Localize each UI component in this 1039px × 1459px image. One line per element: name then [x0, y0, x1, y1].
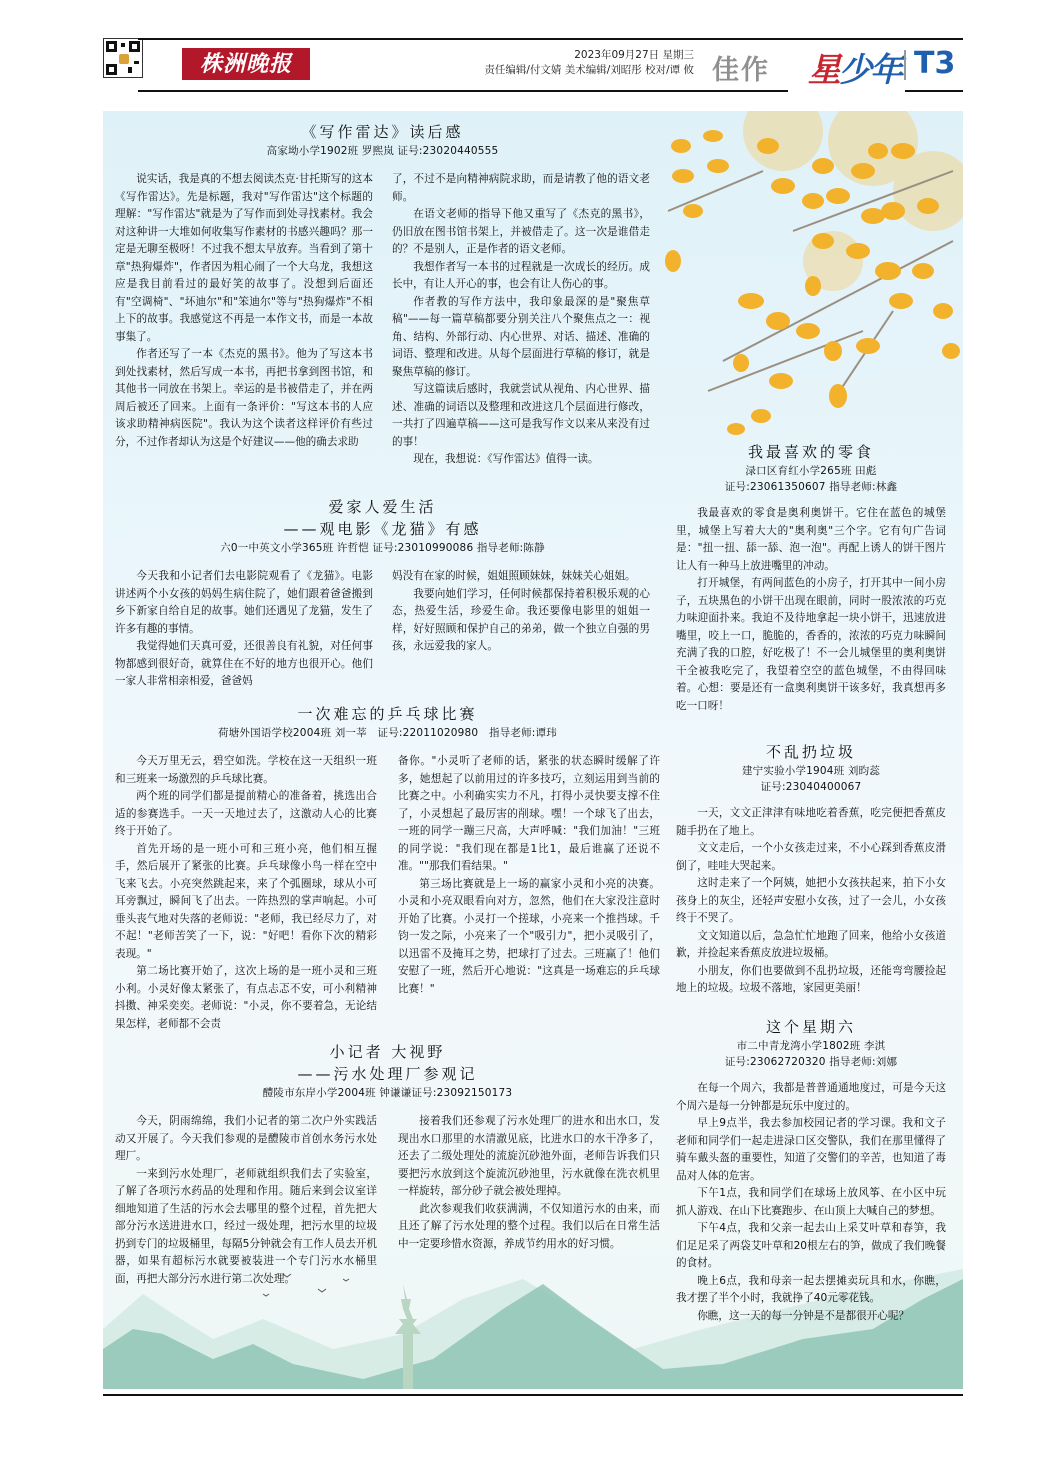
paragraph: 你瞧，这一天的每一分钟是不是都很开心呢？	[697, 1309, 910, 1322]
article-byline: 高家坳小学1902班 罗熙岚 证号:23020440555	[266, 145, 499, 157]
paragraph: 文文知道以后，急急忙忙地跑了回来，他给小女孩道歉，并捡起来香蕉皮放进垃圾桶。	[676, 929, 946, 959]
paragraph: 今天我和小记者们去电影院观看了《龙猫》。电影讲述两个小女孩的妈妈生病住院了，她们跟着爸爸搬到乡下新家自给自足的故事。她们还遇见了龙猫，发生了许多有趣的事情。	[115, 570, 373, 635]
article-subtitle: ——观电影《龙猫》有感	[283, 520, 482, 538]
paragraph: 这时走来了一个阿姨，她把小女孩扶起来，拍下小女孩身上的灰尘，还轻声安慰小女孩，过了一会儿，小女孩终于不哭了。	[676, 877, 946, 924]
dateline	[484, 48, 694, 78]
header-rule	[138, 90, 788, 92]
header-rule	[138, 38, 963, 40]
editor-credits: 责任编辑/付文婧 美术编辑/刘昭彤 校对/谭 攸	[484, 64, 694, 76]
article-column	[115, 1113, 377, 1288]
paragraph: 下午4点，我和父亲一起去山上采艾叶草和春笋，我们足足采了两袋艾叶草和20根左右的笋，做成了我们晚餐的食材。	[676, 1222, 946, 1269]
section-name: 佳作	[712, 55, 770, 86]
paragraph: 接着我们还参观了污水处理厂的进水和出水口，发现出水口那里的水清澈见底，比进水口的水干净多了，还去了二级处理处的流旋沉砂池外面，老师告诉我们只要把污水放到这个旋流沉砂池里，污水就像在洗衣机里一样旋转，部分砂子就会被处理掉。	[398, 1115, 660, 1197]
paragraph: 首先开场的是一班小可和三班小亮，他们相互握手，然后展开了紧张的比赛。乒乓球像小鸟一样在空中飞来飞去。小亮突然跳起来，来了个弧圈球，球从小可耳旁飘过，瞬间飞了出去。一阵热烈的掌声响起。小可垂头丧气地对失落的老师说："老师，我已经尽力了，对不起！"老师苦笑了一下，说："好吧！看你下次的精彩表现。"	[115, 842, 377, 960]
newspaper-logo: 株洲晚报	[182, 48, 310, 80]
article-column	[676, 805, 946, 998]
article-title: 一次难忘的乒乓球比赛	[297, 705, 478, 723]
article-byline: 醴陵市东岸小学2004班 钟谦谦证号:23092150173	[262, 1087, 513, 1099]
article-column	[398, 753, 660, 1033]
paragraph: 了，不过不是向精神病院求助，而是请教了他的语文老师。	[392, 173, 650, 203]
article-subtitle: ——污水处理厂参观记	[297, 1065, 478, 1083]
paragraph: 说实话，我是真的不想去阅读杰克·甘托斯写的这本《写作雷达》。先是标题，我对"写作雷达"这个标题的理解："写作雷达"就是为了写作而到处寻找素材。我会对这种讲一大堆如何收集写作素材的书感兴趣吗？那一定是无聊至极呀！不过我不想太早放弃。当看到了第十章"热狗爆炸"，作者因为粗心闹了一个大乌龙，我想这应是我目前看过的最好笑的故事了。没想到后面还有"空调椅"、"坏迪尔"和"笨迪尔"等与"热狗爆炸"不相上下的故事。我感觉这不再是一本作文书，而是一本故事集了。	[115, 173, 373, 343]
paragraph: 写这篇读后感时，我就尝试从视角、内心世界、描述、准确的词语以及整理和改进这几个层面进行修改，一共打了四遍草稿——这可是我写作文以来从来没有过的事！	[392, 383, 650, 448]
page-number: T3	[914, 46, 956, 81]
article-title: 小记者 大视野	[329, 1043, 446, 1061]
paragraph: 今天万里无云，碧空如洗。学校在这一天组织一班和三班来一场激烈的乒乓球比赛。	[115, 755, 377, 785]
header-divider	[904, 50, 906, 80]
brand-logo	[808, 44, 901, 91]
article-byline: 市二中青龙湾小学1802班 李淇	[736, 1040, 886, 1052]
article-title: 不乱扔垃圾	[765, 743, 856, 761]
qr-finder-pattern	[106, 41, 117, 52]
paragraph: 一来到污水处理厂，老师就组织我们去了实验室，了解了各项污水药品的处理和作用。随后来到会议室详细地知道了生活的污水会去哪里的整个过程，首先把大部分污水送进进水口，经过一级处理，把污水里的垃圾扔到专门的垃圾桶里，每隔5分钟就会有工作人员去开机器，如果有超标污水就要被装进一个专门污水水桶里面，再把大部分污水进行第二次处理。	[115, 1167, 377, 1285]
article-column	[676, 1080, 946, 1325]
article-column	[398, 1113, 660, 1288]
paragraph: 打开城堡，有两间蓝色的小房子，打开其中一间小房子，五块黑色的小饼干出现在眼前，同时一股浓浓的巧克力味迎面扑来。我迫不及待地拿起一块小饼干，迅速放进嘴里，咬上一口，脆脆的，香香的，浓浓的巧克力味瞬间充满了我的口腔，好吃极了！不一会儿城堡里的奥利奥饼干全被我吃完了，我望着空空的蓝色城堡，不由得回味着。心想：要是还有一盒奥利奥饼干该多好，我真想再多吃一口呀！	[676, 577, 946, 712]
article-totoro	[115, 496, 650, 691]
brand-star: 星	[808, 50, 839, 89]
qr-finder-pattern	[106, 64, 117, 75]
paragraph: 今天，阴雨绵绵，我们小记者的第二次户外实践活动又开展了。今天我们参观的是醴陵市首创水务污水处理厂。	[115, 1115, 377, 1162]
article-byline: 证号:23040400067	[760, 781, 862, 793]
article-column	[115, 753, 377, 1033]
ginkgo-branch-illustration	[633, 111, 963, 441]
paragraph: 我要向她们学习，任何时候都保持着积极乐观的心态，热爱生活，珍爱生命。我还要像电影里的姐姐一样，好好照顾和保护自己的弟弟，做一个独立自强的男孩，永远爱我的家人。	[392, 587, 650, 652]
qr-module	[128, 67, 132, 73]
paragraph: 在语文老师的指导下他又重写了《杰克的黑书》，仍旧放在图书馆书架上，并被借走了。这一次是谁借走的？不是别人，正是作者的语文老师。	[392, 208, 650, 255]
issue-date: 2023年09月27日 星期三	[574, 49, 694, 61]
qr-module	[121, 43, 125, 47]
article-byline: 证号:23061350607 指导老师:林鑫	[724, 481, 898, 493]
article-column	[115, 568, 373, 691]
paragraph: 作者教的写作方法中，我印象最深的是"聚焦草稿"——每一篇草稿都要分别关注八个聚焦点之一：视角、结构、外部行动、内心世界、对话、描述、准确的词语、整理和改进。从每个层面进行草稿的修订，就是聚焦草稿的修订。	[392, 295, 650, 378]
paragraph: 一天，文文正津津有味地吃着香蕉，吃完便把香蕉皮随手扔在了地上。	[676, 807, 946, 837]
qr-code-icon[interactable]	[103, 38, 143, 78]
paragraph: 此次参观我们收获满满，不仅知道污水的由来，而且还了解了污水处理的整个过程。我们以后在日常生活中一定要珍惜水资源，养成节约用水的好习惯。	[398, 1202, 660, 1250]
paragraph: 第二场比赛开始了，这次上场的是一班小灵和三班小利。小灵好像太紧张了，有点忐忑不安，可小利精神抖擞、神采奕奕。老师说："小灵，你不要着急，无论结果怎样，老师都不会责	[115, 965, 377, 1030]
paragraph: 第三场比赛就是上一场的赢家小灵和小亮的决赛。小灵和小亮双眼看向对方，忽然，他们在大家没注意时开始了比赛。小灵打一个搓球，小亮来一个推挡球。千钧一发之际，小亮来了一个"吸引力"，把小灵吸引了，以迅雷不及掩耳之势，把球打了过去。三班赢了！他们安慰了一班，然后开心地说："这真是一场难忘的乒乓球比赛！"	[398, 877, 660, 995]
article-title: 我最喜欢的零食	[747, 443, 874, 461]
paragraph: 在每一个周六，我都是普普通通地度过，可是今天这个周六是每一分钟都是玩乐中度过的。	[676, 1082, 946, 1112]
article-title: 爱家人爱生活	[328, 498, 437, 516]
content-frame	[103, 111, 963, 1389]
qr-finder-pattern	[129, 41, 140, 52]
article-this-saturday	[676, 1016, 946, 1325]
article-column	[115, 171, 373, 469]
paragraph: 我觉得她们天真可爱，还很善良有礼貌，对任何事物都感到很好奇，就算住在不好的地方也很开心。他们一家人非常相亲相爱，爸爸妈	[115, 640, 373, 687]
paragraph: 妈没有在家的时候，姐姐照顾妹妹，妹妹关心姐姐。	[392, 570, 636, 582]
article-favorite-snack	[676, 441, 946, 715]
article-byline: 六0一中英文小学365班 许哲恺 证号:23010990086 指导老师:陈静	[220, 542, 545, 554]
paragraph: 作者还写了一本《杰克的黑书》。他为了写这本书到处找素材，然后写成一本书，再把书拿到图书馆，和其他书一同放在书架上。幸运的是书被借走了，并在两周后被还了回来。上面有一条评价："写这本书的人应该求助精神病医院"。我认为这个读者这样评价有些过分，不过作者却认为这是个好建议——他的确去求助	[115, 348, 373, 448]
article-title: 《写作雷达》读后感	[301, 123, 464, 141]
qr-logo-icon	[119, 54, 129, 64]
article-column	[392, 568, 650, 691]
header-rule	[905, 90, 963, 92]
paragraph: 小朋友，你们也要做到不乱扔垃圾，还能弯弯腰捡起地上的垃圾。垃圾不落地，家园更美丽！	[676, 964, 946, 994]
article-sewage-plant	[115, 1041, 660, 1288]
footer-rule	[103, 1394, 963, 1396]
paragraph: 文文走后，一个小女孩走过来，不小心踩到香蕉皮滑倒了，哇哇大哭起来。	[676, 842, 946, 872]
brand-youth: 少年	[839, 50, 901, 89]
paragraph: 备你。"小灵听了老师的话，紧张的状态瞬时缓解了许多，她想起了以前用过的许多技巧，立刻运用到当前的比赛之中。小利确实实力不凡，打得小灵快要支撑不住了，小灵想起了最厉害的削球。嘿！一个球飞了出去，一班的同学一蹦三尺高，大声呼喊："我们加油！"三班的同学说："我们现在都是1比1，最后谁赢了还说不准。""那我们看结果。"	[398, 755, 660, 872]
article-column	[392, 171, 650, 469]
paragraph: 下午1点，我和同学们在球场上放风筝、在小区中玩抓人游戏、在山下比赛跑步、在山顶上大喊自己的梦想。	[676, 1187, 946, 1217]
article-title: 这个星期六	[765, 1018, 856, 1036]
paragraph: 现在，我想说：《写作雷达》值得一读。	[413, 453, 599, 465]
article-writing-radar	[115, 121, 650, 469]
qr-module	[134, 61, 139, 64]
article-byline: 证号:23062720320 指导老师:刘娜	[724, 1056, 898, 1068]
article-no-littering	[676, 741, 946, 998]
article-byline: 建宁实验小学1904班 刘昀蕊	[741, 765, 881, 777]
paragraph: 我最喜欢的零食是奥利奥饼干。它住在蓝色的城堡里，城堡上写着大大的"奥利奥"三个字。它有句广告词是："扭一扭、舔一舔、泡一泡"。再配上诱人的饼干图片让人有一种马上放进嘴里的冲动。	[676, 507, 946, 572]
paragraph: 我想作者写一本书的过程就是一次成长的经历。成长中，有让人开心的事，也会有让人伤心的事。	[392, 260, 650, 290]
article-byline: 渌口区育红小学265班 田彪	[745, 465, 877, 477]
article-column	[676, 505, 946, 715]
paragraph: 晚上6点，我和母亲一起去摆摊卖玩具和水，你瞧，我才摆了半个小时，我就挣了40元零花钱。	[676, 1274, 946, 1304]
paragraph: 早上9点半，我去参加校园记者的学习课。我和文子老师和同学们一起走进渌口区交警队，我们在那里懂得了骑车戴头盔的重要性，知道了交警们的辛苦，也知道了毒品对人体的危害。	[676, 1117, 946, 1182]
article-byline: 荷塘外国语学校2004班 刘一莘 证号:22011020980 指导老师:谭玮	[218, 727, 557, 739]
paragraph: 两个班的同学们都是提前精心的准备着，挑选出合适的参赛选手。一天一天地过去了，这激动人心的比赛终于开始了。	[115, 790, 377, 837]
article-ping-pong	[115, 703, 660, 1033]
